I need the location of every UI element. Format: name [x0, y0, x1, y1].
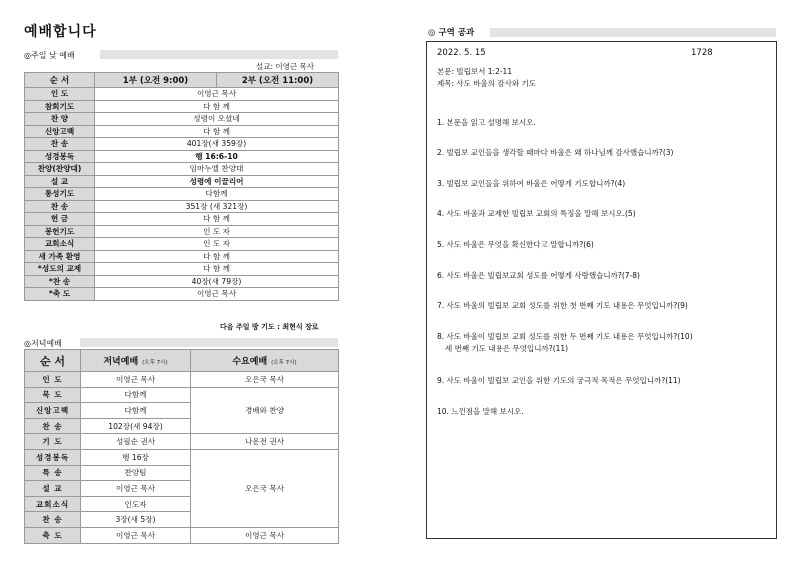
row-label: 기 도 [25, 434, 81, 450]
row-label: 통성기도 [25, 188, 95, 201]
table-row [25, 113, 339, 126]
evening-value: 성필순 권사 [81, 434, 191, 450]
row-label: 설 교 [25, 481, 81, 497]
table-row [25, 250, 339, 263]
wed-prayer: 나운전 권사 [191, 434, 339, 450]
row-value: 행 16:6-10 [95, 150, 339, 163]
table-row [25, 527, 339, 543]
evening-value: 이영근 목사 [81, 527, 191, 543]
study-topic: 제목: 사도 바울의 감사와 기도 [437, 79, 537, 88]
wed-blessing: 이영근 목사 [191, 527, 339, 543]
row-label: 봉헌기도 [25, 225, 95, 238]
row-value: 다 함 께 [95, 213, 339, 226]
evening-value: 인도자 [81, 496, 191, 512]
row-label: 축 도 [25, 527, 81, 543]
table-row [25, 200, 339, 213]
row-label: 헌 금 [25, 213, 95, 226]
question-9: 9. 사도 바울이 빌립보 교인을 위한 기도의 궁극적 목적은 무엇입니까?(11) [437, 376, 681, 385]
row-value: 임마누엘 찬양대 [95, 163, 339, 176]
row-label: 신앙고백 [25, 403, 81, 419]
row-value: 다 함 께 [95, 125, 339, 138]
question-6: 6. 사도 바울은 빌립보교회 성도를 어떻게 사랑했습니까?(7-8) [437, 271, 640, 280]
header-second-service: 2부 (오전 11:00) [217, 73, 339, 88]
sunday-table-header [25, 73, 339, 88]
row-label: 신앙고백 [25, 125, 95, 138]
row-label: 찬 송 [25, 418, 81, 434]
table-row [25, 188, 339, 201]
evening-value: 다함께 [81, 387, 191, 403]
study-number: 1728 [691, 48, 713, 58]
question-4: 4. 사도 바울과 교제한 빌립보 교회의 특징을 말해 보시오.(5) [437, 209, 636, 218]
next-prayer-note: 다음 주일 방 기도 : 최현식 장로 [220, 323, 319, 331]
sunday-section-bar [100, 50, 338, 59]
row-label: 인 도 [25, 372, 81, 388]
wed-together: 경배와 찬양 [191, 387, 339, 434]
row-label: *축 도 [25, 288, 95, 301]
header-evening: 저녁예배 (오후 7시) [81, 350, 191, 372]
question-8-continued: 세 번째 기도 내용은 무엇입니까?(11) [445, 344, 569, 353]
table-row [25, 163, 339, 176]
table-row [25, 372, 339, 388]
row-label: 참회기도 [25, 100, 95, 113]
evening-order-table [24, 349, 339, 544]
question-5: 5. 사도 바울은 무엇을 확신한다고 말합니까?(6) [437, 240, 594, 249]
table-row [25, 449, 339, 465]
evening-value: 이영근 목사 [81, 481, 191, 497]
table-row [25, 263, 339, 276]
sunday-order-table [24, 72, 339, 301]
wed-preacher: 오은국 목사 [191, 449, 339, 527]
study-box [426, 41, 777, 539]
question-2: 2. 빌립보 교인들을 생각할 때마다 바울은 왜 하나님께 감사했습니까?(3) [437, 148, 674, 157]
evening-section-label: ◎저녁예배 [24, 339, 62, 348]
row-value: 이영근 목사 [95, 88, 339, 101]
row-label: 찬 송 [25, 138, 95, 151]
table-row [25, 125, 339, 138]
table-row [25, 225, 339, 238]
table-row [25, 138, 339, 151]
row-label: 성경봉독 [25, 150, 95, 163]
question-10: 10. 느낀점을 말해 보시오. [437, 407, 524, 416]
row-value: 351장 (새 321장) [95, 200, 339, 213]
row-label: 설 교 [25, 175, 95, 188]
row-label: 찬양(찬양대) [25, 163, 95, 176]
table-row [25, 100, 339, 113]
table-row [25, 88, 339, 101]
row-value: 다 함 께 [95, 263, 339, 276]
evening-value: 이영근 목사 [81, 372, 191, 388]
table-row [25, 275, 339, 288]
page-title: 예배합니다 [24, 24, 97, 40]
row-label: 찬 양 [25, 113, 95, 126]
evening-table-header [25, 350, 339, 372]
wed-leader: 오은국 목사 [191, 372, 339, 388]
row-value: 성령이 오셨네 [95, 113, 339, 126]
header-first-service: 1부 (오전 9:00) [95, 73, 217, 88]
row-label: 묵 도 [25, 387, 81, 403]
evening-value: 102장(새 94장) [81, 418, 191, 434]
evening-value: 찬양팀 [81, 465, 191, 481]
evening-section-bar [80, 338, 338, 347]
row-value: 인 도 자 [95, 238, 339, 251]
table-row [25, 238, 339, 251]
row-value: 이영근 목사 [95, 288, 339, 301]
row-label: *찬 송 [25, 275, 95, 288]
question-8: 8. 사도 바울이 빌립보 교회 성도를 위한 두 번째 기도 내용은 무엇입니까?(10) [437, 332, 693, 341]
row-label: 인 도 [25, 88, 95, 101]
header-wednesday: 수요예배 (오후 7시) [191, 350, 339, 372]
evening-value: 행 16장 [81, 449, 191, 465]
evening-value: 3장(새 5장) [81, 512, 191, 528]
question-3: 3. 빌립보 교인들을 위하여 바울은 어떻게 기도합니까?(4) [437, 179, 626, 188]
row-value: 401장(새 359장) [95, 138, 339, 151]
table-row [25, 150, 339, 163]
row-value: 성령에 이끌리어 [95, 175, 339, 188]
table-row [25, 213, 339, 226]
table-row [25, 288, 339, 301]
row-value: 40장(새 79장) [95, 275, 339, 288]
row-label: 교회소식 [25, 496, 81, 512]
row-value: 다함께 [95, 188, 339, 201]
row-label: 성경봉독 [25, 449, 81, 465]
row-label: 새 가족 환영 [25, 250, 95, 263]
header-order: 순 서 [25, 73, 95, 88]
row-label: 교회소식 [25, 238, 95, 251]
header-order: 순 서 [25, 350, 81, 372]
question-7: 7. 사도 바울의 빌립보 교회 성도를 위한 첫 번째 기도 내용은 무엇입니까?(9) [437, 301, 688, 310]
row-label: 찬 송 [25, 512, 81, 528]
table-row [25, 387, 339, 403]
row-label: 찬 송 [25, 200, 95, 213]
row-label: 특 송 [25, 465, 81, 481]
study-section-label: ◎ 구역 공과 [428, 28, 475, 38]
study-passage: 본문: 빌립보서 1:2-11 [437, 67, 513, 76]
sunday-section-label: ◎주일 낮 예배 [24, 51, 75, 60]
sunday-preacher-line: 설교: 이영근 목사 [256, 62, 315, 71]
row-value: 다 함 께 [95, 250, 339, 263]
study-date: 2022. 5. 15 [437, 48, 486, 58]
row-value: 인 도 자 [95, 225, 339, 238]
question-1: 1. 본문을 읽고 설명해 보시오. [437, 118, 536, 127]
table-row [25, 434, 339, 450]
evening-value: 다함께 [81, 403, 191, 419]
row-value: 다 함 께 [95, 100, 339, 113]
row-label: *성도의 교제 [25, 263, 95, 276]
table-row [25, 175, 339, 188]
study-section-bar [490, 28, 776, 37]
